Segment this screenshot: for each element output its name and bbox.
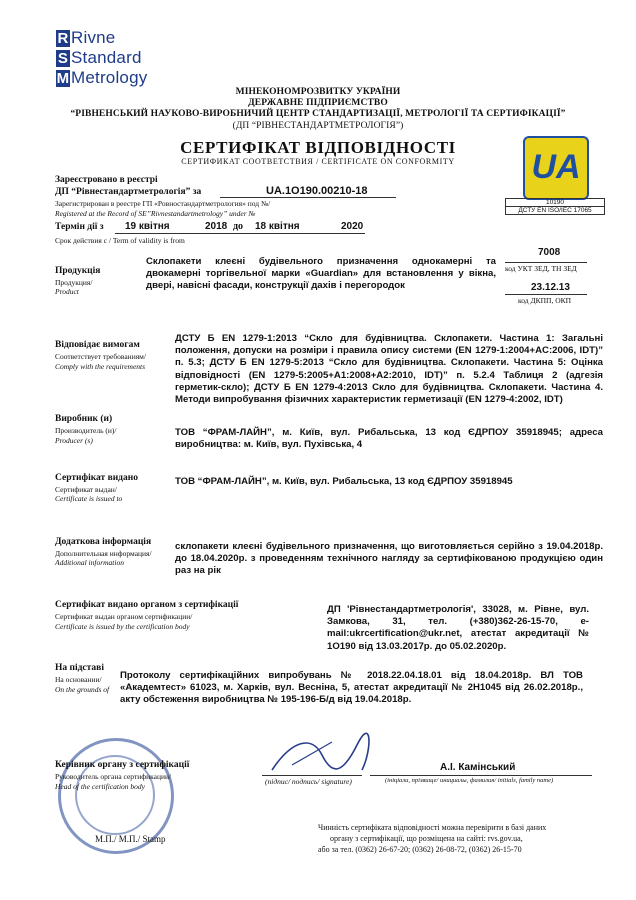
logo-line-3: MMetrology [56,68,148,87]
body-en: Certificate is issued by the certification body [55,622,190,631]
body-text: ДП 'Рівнестандартметрологія', 33028, м. Рівне, вул. Замкова, 31, тел. (+380)362-26-15-70, e-mail:ukrcertification@ukr.net, атестат акредитації № 1О190 від 13.03.2017р. до 05.02.2020р. [327,604,589,652]
footer-line-1: Чинність сертифіката відповідності можна перевірити в базі даних [318,823,547,832]
name-caption: (ініціали, прізвище/ инициалы, фамилия/ initials, family name) [385,777,554,784]
registered-ru: Зарегистрирован в реестре ГП «Ровностандартметрология» под №/ [55,199,271,208]
center-abbrev: (ДП “РІВНЕСТАНДАРТМЕТРОЛОГІЯ”) [232,121,404,131]
issued-to-text: ТОВ “ФРАМ-ЛАЙН”, м. Київ, вул. Рибальська, 13 код ЄДРПОУ 35918945 [175,476,513,487]
term-ru-en: Срок действия с / Term of validity is from [55,236,185,245]
signature-mark [262,730,382,780]
issued-to-ru: Сертификат выдан/ [55,485,117,494]
additional-en: Additional information [55,558,124,567]
term-underline [115,233,365,234]
signatory-name: А.І. Камінський [440,762,516,773]
body-label: Сертифікат видано органом з сертифікації [55,600,239,610]
registration-underline [220,197,396,198]
product-code-1: 7008 [538,247,561,258]
product-ru: Продукция/ [55,278,93,287]
term-label: Термін дії з [55,222,104,232]
additional-ru: Дополнительная информация/ [55,549,152,558]
product-code-2-label: код ДКПП, ОКП [518,296,572,305]
basis-ru: На основании/ [55,675,102,684]
manufacturer-ru: Производитель (и)/ [55,426,117,435]
product-code-1-label: код УКТ ЗЕД, ТН ЗЕД [505,264,577,273]
page-title: СЕРТИФІКАТ ВІДПОВІДНОСТІ [180,138,456,157]
requirements-en: Comply with the requirements [55,362,146,371]
term-from-year: 2018 [205,221,228,232]
footer-line-2: органу з сертифікації, що розміщена на сайті: rvs.gov.ua, [330,834,523,843]
product-code-2: 23.12.13 [531,282,570,293]
additional-text: склопакети клеєні будівельного призначення, що виготовляється серійно з 19.04.2018р. до 18.04.2020р. з проведенням технічного нагляду за сертифікованою продукцією один раз на рік [175,541,603,577]
logo-text-1: Rivne [71,28,116,47]
requirements-label: Відповідає вимогам [55,340,140,350]
issued-to-label: Сертифікат видано [55,473,138,483]
basis-en: On the grounds of [55,685,110,694]
body-ru: Сертификат выдан органом сертификации/ [55,612,193,621]
term-to-day: 18 квітня [255,221,300,232]
basis-label: На підставі [55,663,104,673]
head-ru: Руководитель органа сертификации/ [55,772,172,781]
term-to-year: 2020 [341,221,364,232]
requirements-ru: Соответствует требованиям/ [55,352,146,361]
logo-line-2: S Standard [57,48,142,67]
name-line [370,775,592,776]
term-from-day: 19 квітня [125,221,170,232]
additional-label: Додаткова інформація [55,537,152,547]
signature-caption: (підпис/ подпись/ signature) [265,777,352,786]
logo-line-1: R Rivne [57,28,116,47]
logo-text-2: Standard [71,48,142,67]
footer-line-3: або за тел. (0362) 26-67-20; (0362) 26-08-72, (0362) 26-15-70 [318,845,522,854]
ministry-header: МІНЕКОНОМРОЗВИТКУ УКРАЇНИ [235,87,401,97]
signature-line [262,775,362,776]
enterprise-header: ДЕРЖАВНЕ ПІДПРИЄМСТВО [248,98,388,108]
product-label: Продукція [55,266,101,276]
registration-number: UA.1O190.00210-18 [266,185,368,197]
code-1-underline [505,262,587,263]
page-subtitle: СЕРТИФИКАТ СООТВЕТСТВИЯ / CERTIFICATE ON CONFORMITY [181,157,455,166]
logo-text-3: Metrology [71,68,148,87]
mark-number: 10190 [545,199,565,206]
stamp-label: М.П./ М.П./ Stamp [95,834,166,844]
basis-text: Протоколу сертифікаційних випробувань № 2018.22.04.18.01 від 18.04.2018р. ВЛ ТОВ «Академтест» 61023, м. Харків, вул. Весніна, 5, атестат акредитації № 2Н1045 від 26.02.2018р., акту обстеження виробництва № 195-196-Б/д від 19.04.2018р. [120,670,583,706]
ua-mark-icon: UA [531,148,581,186]
registered-en: Registered at the Record of SE”Rivnestandartmetrology” under № [55,209,256,218]
registered-label: Зареєстровано в реєстрі [55,175,158,185]
mark-caption [505,198,605,215]
code-2-underline [505,294,587,295]
manufacturer-text: ТОВ “ФРАМ-ЛАЙН”, м. Київ, вул. Рибальська, 13 код ЄДРПОУ 35918945; адреса виробництва: м. Київ, вул. Пухівська, 4 [175,427,603,451]
manufacturer-en: Producer (s) [55,436,93,445]
product-text: Склопакети клеєні будівельного призначення однокамерні та двокамерні торгівельної марки «Guardian» для встановлення у вікна, двері, навісні фасади, конструкції дахів і перегородок [146,256,496,292]
product-en: Product [55,287,79,296]
issued-to-en: Certificate is issued to [55,494,123,503]
registered-label-2: ДП “Рівнестандартметрологія” за [55,187,202,197]
head-en: Head of the certification body [55,782,145,791]
center-header: “РІВНЕНСЬКИЙ НАУКОВО-ВИРОБНИЧИЙ ЦЕНТР СТАНДАРТИЗАЦІЇ, МЕТРОЛОГІЇ ТА СЕРТИФІКАЦІЇ” [70,109,566,119]
head-label: Керівник органу з сертифікації [55,760,190,770]
conformity-mark [523,136,589,200]
manufacturer-label: Виробник (и) [55,414,113,424]
mark-standard: ДСТУ EN ISO/IEC 17065 [506,206,604,214]
requirements-text: ДСТУ Б EN 1279-1:2013 “Скло для будівництва. Склопакети. Частина 1: Загальні положення, допуски на розміри і правила опису системи (EN 1279-1:2004+AC:2006, IDT)” п. 5.3; ДСТУ Б EN 1279-5:2013 “Скло для будівництва. Склопакети. Частина 5: Оцінка відповідності (EN 1279-5:2005+A1:2008+A2:2010, IDT)” п. 5.2.4 Таблиця 2 (адгезія герметик-скло); ДСТУ Б EN 1279-4:2013 Скло для будівництва. Склопакети. Частина 4. Методи випробування фізичних характеристик герметизації (EN 1279-4:2002, IDT) [175,333,603,406]
term-to: до [233,221,244,232]
